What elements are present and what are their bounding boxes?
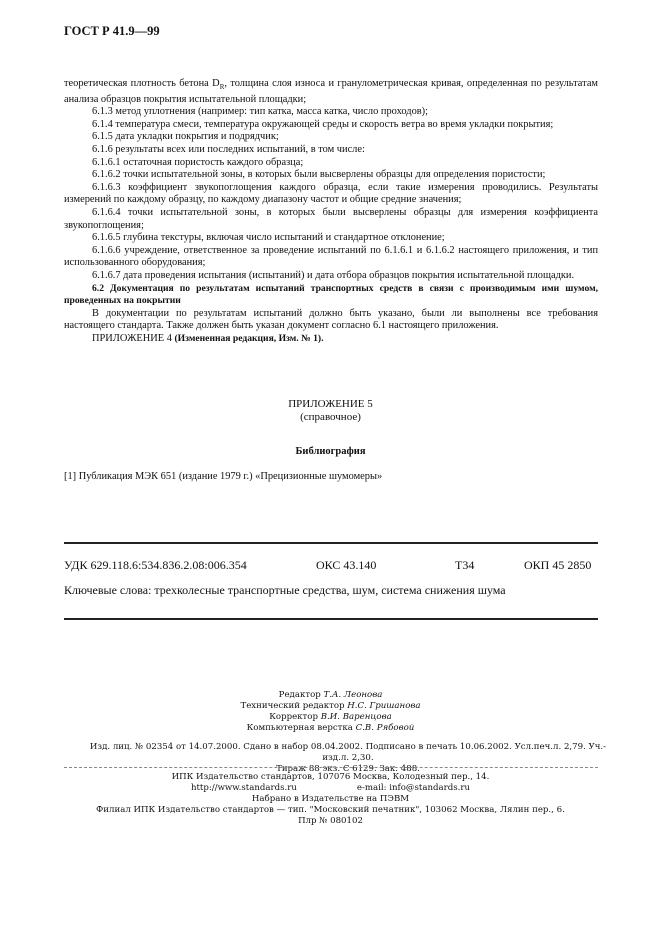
text: , толщина слоя износа и гранулометрическая кривая, определенная по результатам анализа образцов покрытия испытательной площадки; [64,78,599,105]
paragraph: 6.1.6.1 остаточная пористость каждого образца; [92,156,304,168]
section-heading: 6.2 Документация по результатам испытаний транспортных средств в связи с производимым ими шумом, проведенных на покрытии [64,282,598,307]
appendix-title: ПРИЛОЖЕНИЕ 5 [288,398,373,410]
credit-name: Н.С. Гришанова [347,701,421,711]
divider [64,618,598,620]
okp-code: ОКП 45 2850 [524,558,592,572]
publisher-contacts [0,783,661,794]
credit-line [0,690,661,701]
paragraph: 6.1.6.3 коэффициент звукопоглощения каждого образца, если такие измерения проводились. Результаты измерений по каждому образцу, по каждому диапазону частот и общие средние значения; [64,181,598,206]
credits [0,690,661,734]
publisher-line: Филиал ИПК Издательство стандартов — тип. "Московский печатник", 103062 Москва, Лялин пер., 6. [96,805,565,815]
text: ПРИЛОЖЕНИЕ 4 [92,332,175,344]
text: (Измененная редакция, Изм. № 1). [174,332,324,344]
publisher-line: Плр № 080102 [298,816,363,826]
paragraph: 6.1.5 дата укладки покрытия и подрядчик; [92,131,279,143]
t-code: Т34 [455,558,475,572]
credit-role: Корректор [269,712,321,722]
divider [64,767,598,768]
paragraph: 6.1.6.7 дата проведения испытания (испытаний) и дата отбора образцов покрытия испытательной площадки. [92,269,575,281]
paragraph [64,78,598,106]
print-line: Тираж 88 экз. С 6129. Зак. 488. [276,764,420,774]
credit-name: С.В. Рябовой [355,723,415,733]
print-info [88,742,608,775]
publisher-line: ИПК Издательство стандартов, 107076 Москва, Колодезный пер., 14. [171,772,490,782]
credit-line [0,723,661,734]
keywords: Ключевые слова: трехколесные транспортные средства, шум, система снижения шума [64,583,506,597]
bibliography-ref: [1] Публикация МЭК 651 (издание 1979 г.) «Прецизионные шумомеры» [64,471,383,482]
bibliography-title: Библиография [295,446,366,457]
paragraph: 6.1.4 температура смеси, температура окружающей среды и скорость ветра во время укладки покрытия; [92,118,554,130]
website: http://www.standards.ru [190,783,297,793]
paragraph: 6.1.6.2 точки испытательной зоны, в которых были высверлены образцы для определения пористости; [92,169,546,181]
paragraph: 6.1.6.6 учреждение, ответственное за проведение испытаний по 6.1.6.1 и 6.1.6.2 настоящего приложения, и тип использованного оборудования; [64,244,598,269]
credit-role: Редактор [278,690,324,700]
credit-line [0,701,661,712]
email: e-mail: info@standards.ru [356,783,471,793]
appendix-subtitle: (справочное) [300,410,361,423]
print-line: Изд. лиц. № 02354 от 14.07.2000. Сдано в набор 08.04.2002. Подписано в печать 10.06.2002. Усл.печ.л. 2,79. Уч.-изд.л. 2,30. [89,742,607,763]
paragraph: 6.1.6.4 точки испытательной зоны, в которых были высверлены образцы для измерения коэффициента звукопоглощения; [64,207,598,231]
credit-name: Т.А. Леонова [323,690,383,700]
publisher-line: Набрано в Издательстве на ПЭВМ [251,794,410,804]
page-header: ГОСТ Р 41.9—99 [64,24,160,38]
credit-name: В.И. Варенцова [320,712,392,722]
credit-role: Компьютерная верстка [246,723,356,733]
subscript: R [219,83,225,92]
oks-code: ОКС 43.140 [316,558,377,572]
udk-code: УДК 629.118.6:534.836.2.08:006.354 [64,558,247,572]
credit-line [0,712,661,723]
paragraph: В документации по результатам испытаний должно быть указано, были ли выполнены все требования настоящего стандарта. Также должен быть указан документ согласно 6.1 настоящего приложения. [64,307,598,332]
text: теоретическая плотность бетона D [64,78,220,89]
credit-role: Технический редактор [240,701,348,711]
appendix-heading [0,398,661,423]
divider [64,542,598,544]
publisher-info [0,772,661,827]
amendment-note [64,333,598,346]
paragraph: 6.1.6 результаты всех или последних испытаний, в том числе: [92,144,365,156]
paragraph: 6.1.6.5 глубина текстуры, включая число испытаний и стандартное отклонение; [92,232,445,244]
paragraph: 6.1.3 метод уплотнения (например: тип катка, масса катка, число проходов); [92,106,429,118]
document-body [64,78,598,346]
